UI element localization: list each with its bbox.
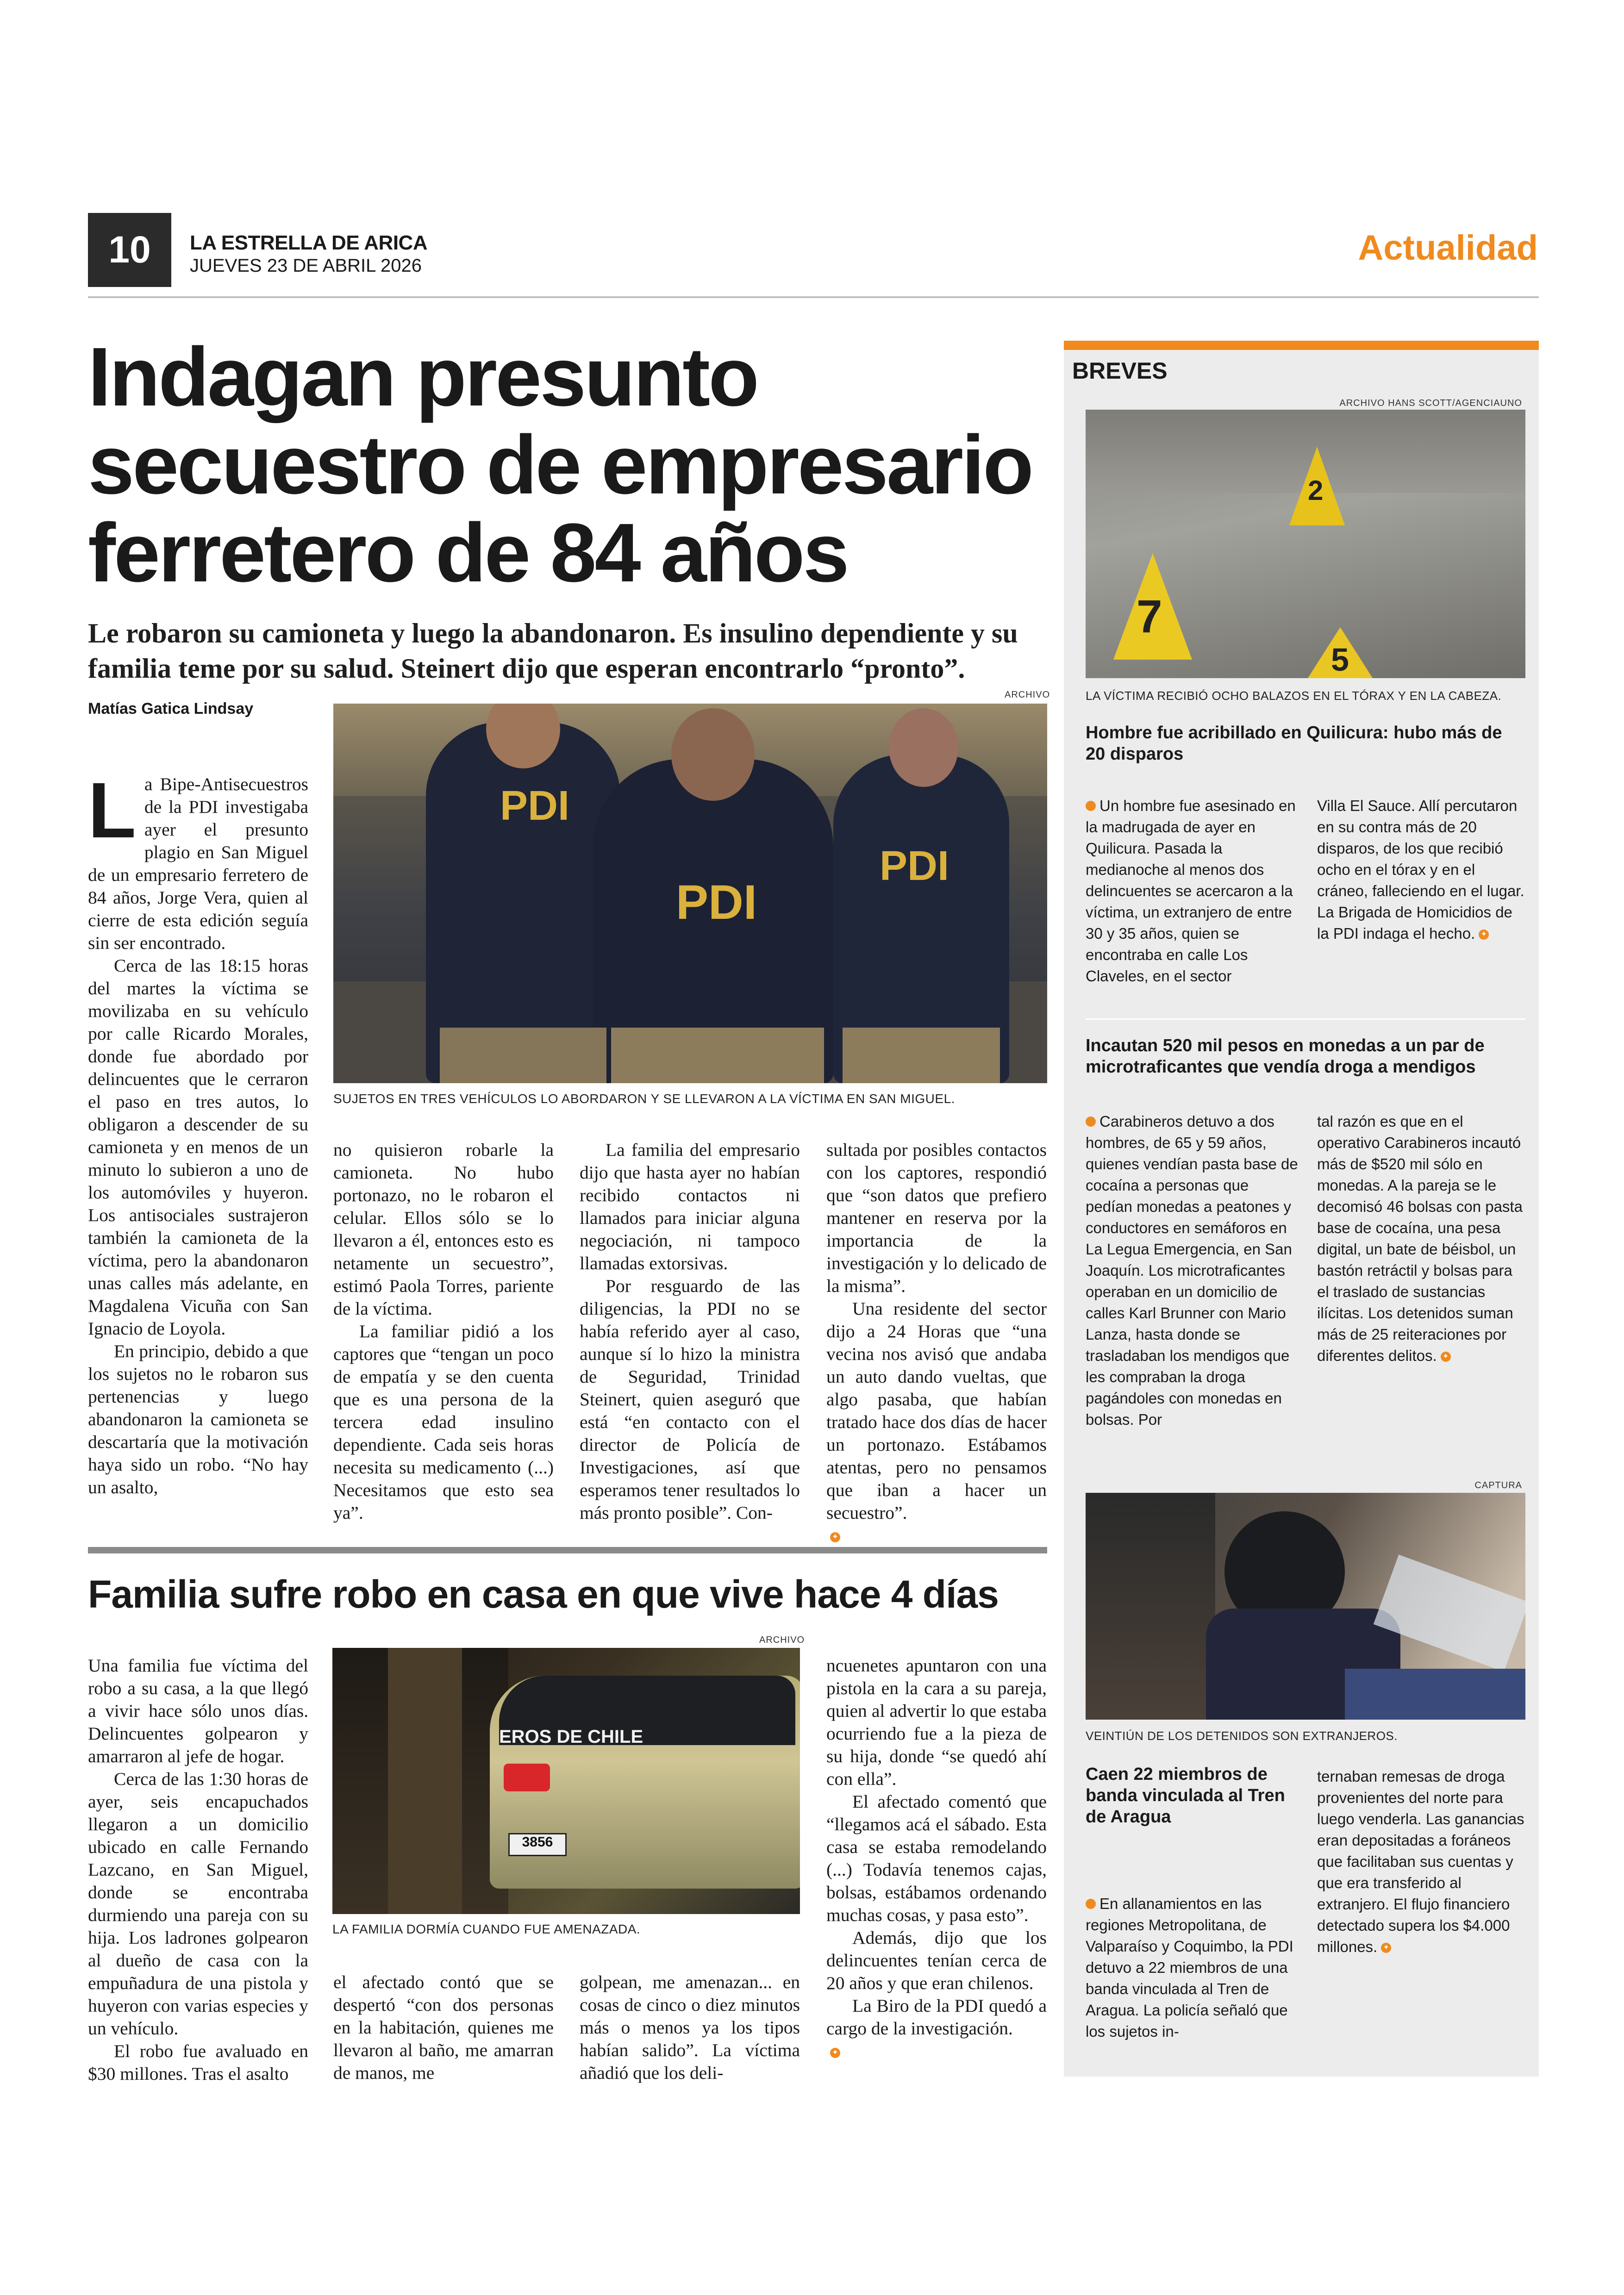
sidebar-accent-bar — [1064, 341, 1539, 350]
vest-label: PDI — [500, 783, 570, 829]
article-paragraph: Por resguardo de las diligencias, la PDI no se había referido ayer al caso, aunque sí lo hizo la ministra de Seguridad, Trinidad Steinert, quien aseguró que está “en contacto con el director de Policía de Investigaciones, así que esperamos tener resultados lo más pronto posible”. Con- — [580, 1276, 800, 1523]
article-paragraph: Además, dijo que los delincuentes tenían cerca de 20 años y que eran chilenos. — [826, 1927, 1047, 1993]
brief-column: En allanamientos en las regiones Metropolitana, de Valparaíso y Coquimbo, la PDI detuvo a 22 miembros de una banda vinculada al Tren de Aragua. La policía señaló que los sujetos in- — [1086, 1895, 1293, 2040]
photo-caption: LA FAMILIA DORMÍA CUANDO FUE AMENAZADA. — [332, 1922, 641, 1936]
photo-caption: SUJETOS EN TRES VEHÍCULOS LO ABORDARON Y SE LLEVARON A LA VÍCTIMA EN SAN MIGUEL. — [333, 1091, 955, 1106]
article-paragraph: sultada por posibles contactos con los captores, respondió que “son datos que prefiero mantener en reserva por la importancia de la investigación y lo delicado de la misma”. — [826, 1140, 1047, 1296]
brief-column: ternaban remesas de droga provenientes del norte para luego venderla. Las ganancias eran depositadas a foráneos que facilitaban sus cuentas y que era transferido al extranjero. El flujo financiero detectado supera los $4.000 millones. ✦ — [1317, 1768, 1524, 1955]
second-article-column-3 — [580, 1971, 800, 2084]
section-divider — [88, 1547, 1047, 1553]
header-divider — [88, 296, 1539, 298]
photo-credit: CAPTURA — [1474, 1480, 1522, 1491]
publication-name: LA ESTRELLA DE ARICA — [190, 231, 428, 254]
main-article-column-3 — [580, 1139, 800, 1524]
brief-column: Villa El Sauce. Allí percutaron en su contra más de 20 disparos, de los que recibió ocho en el tórax y en el cráneo, falleciendo en el lugar. La Brigada de Homicidios de la PDI indaga el hecho. ✦ — [1317, 797, 1524, 942]
bullet-icon — [1086, 1116, 1096, 1127]
vest-label: PDI — [880, 843, 949, 889]
marker-label: 7 — [1137, 591, 1162, 642]
second-article-column-4 — [826, 1654, 1047, 2063]
second-article-column-1 — [88, 1654, 308, 2085]
article-paragraph: el afectado contó que se despertó “con dos personas en la habitación, quienes me llevaron al baño, me amarran de manos, me — [333, 1972, 554, 2083]
evidence-markers-photo — [1086, 410, 1525, 678]
bullet-icon — [1086, 1899, 1096, 1909]
brief-headline: Caen 22 miembros de banda vinculada al Tren de Aragua — [1086, 1765, 1285, 1827]
car-text: EROS DE CHILE — [499, 1727, 643, 1747]
brief-headline: Hombre fue acribillado en Quilicura: hubo más de 20 disparos — [1086, 723, 1502, 764]
page-number: 10 — [88, 213, 171, 287]
article-paragraph: Cerca de las 18:15 horas del martes la víctima se movilizaba en su vehículo por calle Ricardo Morales, donde fue abordado por delincuentes que le cerraron el paso en tres autos, lo obligaron a descender de su camioneta y en menos de un minuto lo subieron a uno de los automóviles y huyeron. Los antisociales sustrajeron también la camioneta de la víctima, pero la abandonaron unas calles más adelante, en Magdalena Vicuña con San Ignacio de Loyola. — [88, 955, 308, 1339]
article-paragraph: no quisieron robarle la camioneta. No hubo portonazo, no le robaron el celular. Ellos sólo se lo llevaron a él, entonces esto es netamente un secuestro”, estimó Paola Torres, pariente de la víctima. — [333, 1140, 554, 1319]
photo-credit: ARCHIVO HANS SCOTT/AGENCIAUNO — [1339, 398, 1522, 408]
brief-divider — [1086, 1018, 1525, 1020]
main-article-column-4 — [826, 1139, 1047, 1547]
main-headline: Indagan presunto secuestro de empresario ferretero de 84 años — [88, 331, 1032, 599]
article-paragraph: El robo fue avaluado en $30 millones. Tras el asalto — [88, 2041, 308, 2084]
car-number: 3856 — [508, 1833, 567, 1856]
article-paragraph: En principio, debido a que los sujetos no le robaron sus pertenencias y luego abandonaron la camioneta se descartaría que la motivación haya sido un robo. “No hay un asalto, — [88, 1341, 308, 1497]
end-mark-icon: ✦ — [830, 1532, 840, 1542]
section-label: Actualidad — [1358, 228, 1538, 268]
article-paragraph: La familiar pidió a los captores que “tengan un poco de empatía y se den cuenta que es una persona de la tercera edad insulino dependiente. Cada seis horas necesita su medicamento (...) Necesitamos que esto sea ya”. — [333, 1321, 554, 1523]
end-mark-icon: ✦ — [1441, 1352, 1451, 1362]
article-paragraph: La familia del empresario dijo que hasta ayer no habían recibido contactos ni llamados para iniciar alguna negociación, ni tampoco llamadas extorsivas. — [580, 1140, 800, 1273]
article-paragraph: Una familia fue víctima del robo a su casa, a la que llegó a vivir hace sólo unos días. Delincuentes golpearon y amarraron al jefe de hogar. — [88, 1655, 308, 1766]
photo-credit: ARCHIVO — [1005, 690, 1050, 700]
article-paragraph: El afectado comentó que “llegamos acá el sábado. Esta casa se estaba remodelando (...) Todavía tenemos cajas, bolsas, estábamos ordenando muchas cosas, y pasa esto”. — [826, 1791, 1047, 1925]
second-article-column-2 — [333, 1971, 554, 2084]
vest-label: PDI — [676, 875, 757, 929]
brief-column: Carabineros detuvo a dos hombres, de 65 y 59 años, quienes vendían pasta base de cocaína a personas que pedían monedas a peatones y conductores en semáforos en La Legua Emergencia, en San Joaquín. Los microtraficantes operaban en un domicilio de calles Karl Brunner con Mario Lanza, hasta donde se trasladaban los mendigos que les compraban la droga pagándoles con monedas en bolsas. Por — [1086, 1113, 1298, 1428]
publication-date: JUEVES 23 DE ABRIL 2026 — [190, 256, 422, 276]
article-paragraph: Una residente del sector dijo a 24 Horas que “una vecina nos avisó que andaba un auto dando vueltas, que algo pasaba, que habían tratado hace dos días de hacer un portonazo. Estábamos atentas, pero no pensamos que iban a hacer un secuestro”. — [826, 1298, 1047, 1523]
end-mark-icon: ✦ — [1479, 929, 1489, 940]
sidebar-title: BREVES — [1072, 358, 1168, 384]
photo-credit: ARCHIVO — [759, 1635, 805, 1645]
main-article-column-1 — [88, 767, 308, 1499]
dropcap: L — [88, 767, 136, 854]
brief-column: Un hombre fue asesinado en la madrugada de ayer en Quilicura. Pasada la medianoche al menos dos delincuentes se acercaron a la víctima, un extranjero de entre 30 y 35 años, quien se encontraba en calle Los Claveles, en el sector — [1086, 797, 1296, 985]
bullet-icon — [1086, 801, 1096, 811]
main-subhead: Le robaron su camioneta y luego la abandonaron. Es insulino dependiente y su familia teme por su salud. Steinert dijo que esperan encontrarlo “pronto”. — [88, 618, 1018, 684]
pdi-officers-photo — [333, 704, 1047, 1083]
raid-photo — [1086, 1493, 1525, 1720]
police-car-photo — [332, 1648, 800, 1914]
article-paragraph: ncuenetes apuntaron con una pistola en la cara a su pareja, quien al advertir lo que estaba ocurriendo fue a la pieza de su hija, donde “se quedó ahí con ella”. — [826, 1655, 1047, 1789]
second-headline: Familia sufre robo en casa en que vive hace 4 días — [88, 1572, 999, 1616]
photo-caption: VEINTIÚN DE LOS DETENIDOS SON EXTRANJEROS. — [1086, 1729, 1398, 1743]
byline: Matías Gatica Lindsay — [88, 700, 254, 717]
end-mark-icon: ✦ — [830, 2048, 840, 2058]
brief-column: tal razón es que en el operativo Carabineros incautó más de $520 mil sólo en monedas. A la pareja se le decomisó 46 bolsas con pasta base de cocaína, una pesa digital, un bate de béisbol, un bastón retráctil y bolsas para el traslado de sustancias ilícitas. Los detenidos suman más de 25 reiteraciones por diferentes delitos. ✦ — [1317, 1113, 1523, 1364]
photo-caption: LA VÍCTIMA RECIBIÓ OCHO BALAZOS EN EL TÓRAX Y EN LA CABEZA. — [1086, 689, 1502, 703]
article-paragraph: golpean, me amenazan... en cosas de cinco o diez minutos más o menos ya los tipos habían salido”. La víctima añadió que los deli- — [580, 1972, 800, 2083]
marker-label: 2 — [1308, 475, 1324, 506]
article-paragraph: Cerca de las 1:30 horas de ayer, seis encapuchados llegaron a un domicilio ubicado en calle Fernando Lazcano, en San Miguel, donde se encontraba durmiendo una pareja con su hija. Los ladrones golpearon al dueño de casa con la empuñadura de una pistola y huyeron con varias especies y un vehículo. — [88, 1769, 308, 2039]
article-paragraph: a Bipe-Antisecuestros de la PDI investigaba ayer el presunto plagio en San Miguel de un empresario ferretero de 84 años, Jorge Vera, quien al cierre de esta edición seguía sin ser encontrado. — [88, 774, 308, 953]
end-mark-icon: ✦ — [1381, 1943, 1391, 1953]
main-article-column-2 — [333, 1139, 554, 1524]
marker-label: 5 — [1331, 642, 1349, 678]
brief-headline: Incautan 520 mil pesos en monedas a un par de microtraficantes que vendía droga a mendigos — [1086, 1036, 1485, 1077]
article-paragraph: La Biro de la PDI quedó a cargo de la investigación. — [826, 1996, 1047, 2039]
